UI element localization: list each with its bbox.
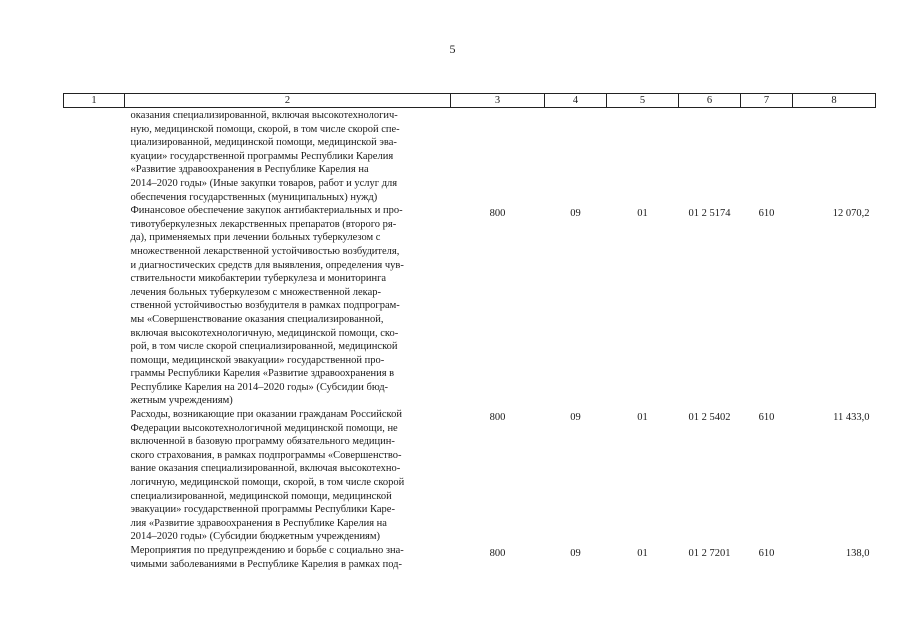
- cell-target-article: 01 2 5174: [688, 208, 731, 220]
- cell-expense-type: 610: [758, 412, 775, 424]
- description-line: 2014–2020 годы» (Иные закупки товаров, работ и услуг для: [130, 177, 398, 189]
- header-row: [64, 94, 876, 108]
- cell-subsection: 01: [637, 412, 648, 424]
- column-header-7: 7: [741, 94, 793, 108]
- description-line: лия «Развитие здравоохранения в Республике Карелия на: [130, 517, 387, 529]
- description-line: рой, в том числе скорой специализированной, медицинской: [130, 341, 398, 353]
- description-line: 2014–2020 годы» (Субсидии бюджетным учреждениям): [130, 531, 381, 543]
- description-line: специализированной, медицинской помощи, медицинской: [130, 490, 392, 502]
- description-line: Федерации высокотехнологичной медицинской помощи, не: [130, 422, 398, 434]
- description-line: мы «Совершенствование оказания специализированной,: [130, 313, 384, 325]
- table-row: [64, 544, 876, 571]
- budget-table: [63, 93, 876, 571]
- description-line: ственной устойчивостью возбудителя в рамках подпрограм-: [130, 300, 400, 312]
- description-line: лечения больных туберкулезом с множественной лекар-: [130, 286, 382, 298]
- description-line: эвакуации» государственной программы Республики Каре-: [130, 504, 395, 516]
- row-description: [64, 108, 451, 205]
- description-line: включенной в базовую программу обязательного медицин-: [130, 436, 395, 448]
- description-line: граммы Республики Карелия «Развитие здравоохранения в: [130, 368, 395, 380]
- table-header: [64, 94, 876, 108]
- column-header-4: 4: [545, 94, 607, 108]
- description-line: и диагностических средств для выявления, определения чув-: [130, 259, 404, 271]
- description-line: включая высокотехнологичную, медицинской помощи, ско-: [130, 327, 399, 339]
- cell-amount: 11 433,0: [833, 412, 870, 424]
- cell-chapter: [451, 108, 545, 205]
- cell-amount: 138,0: [845, 548, 870, 559]
- table-row: [64, 108, 876, 205]
- description-line: обеспечения государственных (муниципальных) нужд): [130, 191, 378, 203]
- column-header-1: 1: [64, 94, 125, 108]
- row-description: [64, 204, 451, 408]
- cell-expense-type: [741, 108, 793, 205]
- description-line: ствительности микобактерии туберкулеза и мониторинга: [130, 273, 387, 285]
- cell-chapter: 800: [489, 548, 506, 559]
- description-line: помощи, медицинской эвакуации» государственной про-: [130, 354, 385, 366]
- description-line: чимыми заболеваниями в Республике Карелия в рамках под-: [130, 558, 403, 570]
- cell-subsection: 01: [637, 548, 648, 559]
- description-line: «Развитие здравоохранения в Республике Карелия на: [130, 164, 369, 176]
- row-description: [64, 544, 451, 571]
- cell-section: 09: [570, 412, 581, 424]
- column-header-5: 5: [607, 94, 679, 108]
- table-body: [64, 108, 876, 572]
- column-header-8: 8: [793, 94, 876, 108]
- cell-subsection: 01: [637, 208, 648, 220]
- description-line: циализированной, медицинской помощи, медицинской эва-: [130, 137, 397, 149]
- description-line: жетным учреждениям): [130, 395, 233, 407]
- cell-chapter: 800: [489, 412, 506, 424]
- column-header-3: 3: [451, 94, 545, 108]
- cell-amount: 12 070,2: [832, 208, 870, 220]
- table-row: [64, 204, 876, 408]
- description-line: логичную, медицинской помощи, скорой, в том числе скорой: [130, 477, 405, 489]
- table-row: [64, 408, 876, 544]
- cell-chapter: 800: [489, 208, 506, 220]
- column-header-2: 2: [125, 94, 451, 108]
- description-line: Финансовое обеспечение закупок антибактериальных и про-: [130, 205, 403, 217]
- description-line: да), применяемых при лечении больных туберкулезом с: [130, 232, 381, 244]
- cell-target-article: 01 2 5402: [688, 412, 731, 424]
- description-line: Республике Карелия на 2014–2020 годы» (Субсидии бюд-: [130, 381, 389, 393]
- cell-target-article: [679, 108, 741, 205]
- row-description: [64, 408, 451, 544]
- cell-amount: [793, 108, 876, 205]
- description-line: ского страхования, в рамках подпрограммы «Совершенство-: [130, 449, 402, 461]
- cell-expense-type: 610: [758, 208, 775, 220]
- cell-section: 09: [570, 208, 581, 220]
- cell-section: 09: [570, 548, 581, 559]
- description-line: тивотуберкулезных лекарственных препаратов (второго ря-: [130, 218, 397, 230]
- cell-expense-type: 610: [758, 548, 775, 559]
- page-number: 5: [449, 42, 456, 56]
- description-line: множественной лекарственной устойчивостью возбудителя,: [130, 245, 400, 257]
- description-line: Мероприятия по предупреждению и борьбе с социально зна-: [130, 545, 404, 556]
- description-line: Расходы, возникающие при оказании гражданам Российской: [130, 409, 402, 421]
- column-header-6: 6: [679, 94, 741, 108]
- description-line: вание оказания специализированной, включая высокотехно-: [130, 463, 401, 475]
- description-line: ную, медицинской помощи, скорой, в том числе скорой спе-: [130, 123, 400, 135]
- cell-subsection: [607, 108, 679, 205]
- cell-target-article: 01 2 7201: [688, 548, 731, 559]
- description-line: куации» государственной программы Республики Карелия: [130, 150, 394, 162]
- description-line: оказания специализированной, включая высокотехнологич-: [130, 110, 398, 121]
- cell-section: [545, 108, 607, 205]
